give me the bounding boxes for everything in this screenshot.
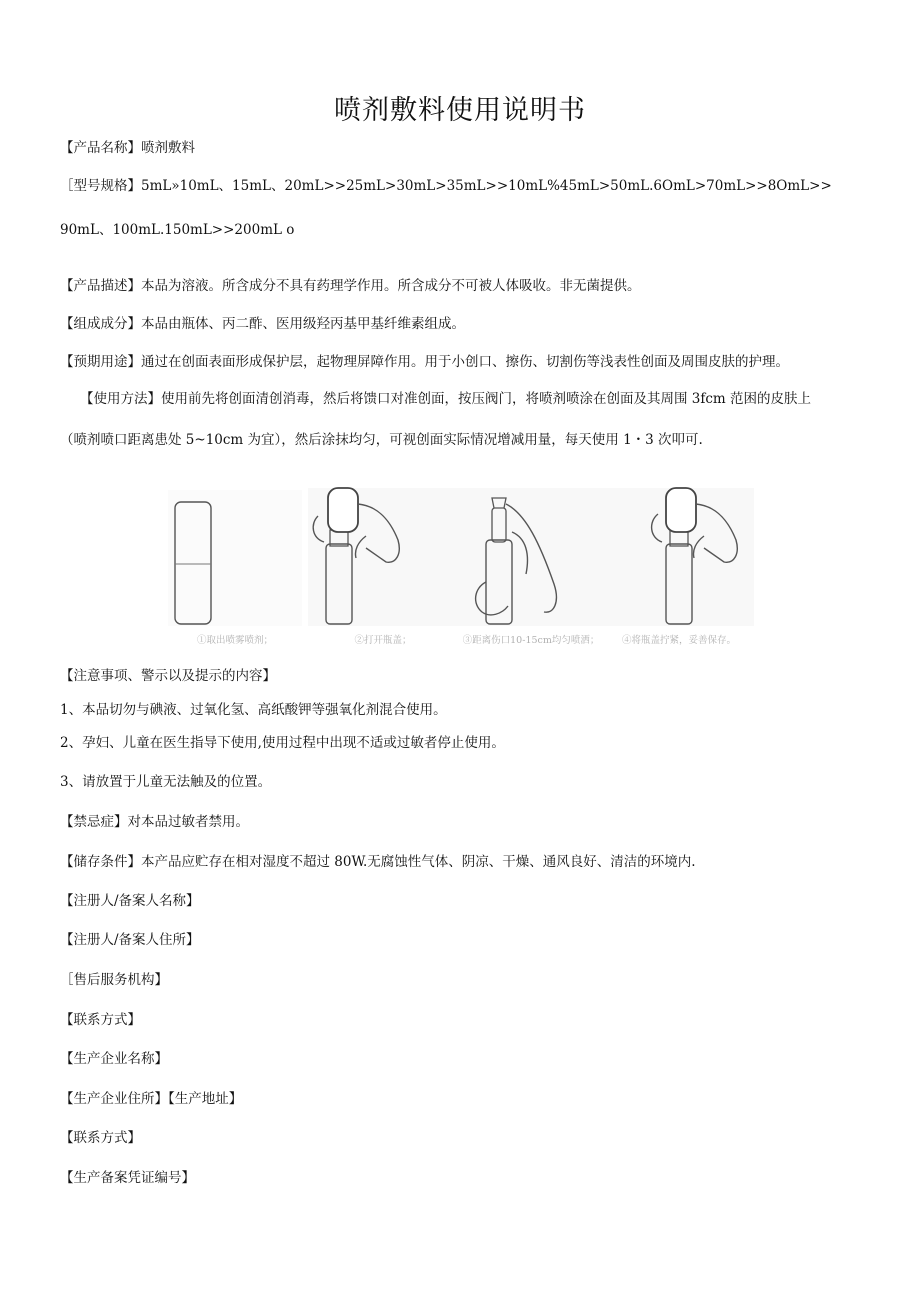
warning-item-2: 2、孕妇、儿童在医生指导下使用,使用过程中出现不适或过敏者停止使用。 (60, 735, 505, 751)
contact-info-1: 【联系方式】 (60, 1012, 141, 1028)
model-spec-line-2: 90mL、100mL.150mL>>200mL o (60, 222, 295, 238)
product-name: 【产品名称】喷剂敷料 (60, 140, 195, 156)
warning-item-3: 3、请放置于儿童无法触及的位置。 (60, 774, 272, 790)
after-sales-service: ［售后服务机构】 (60, 972, 168, 988)
contact-info-2: 【联系方式】 (60, 1130, 141, 1146)
contraindications: 【禁忌症】对本品过敏者禁用。 (60, 814, 249, 830)
open-cap-icon (308, 484, 458, 629)
step-1-caption: ①取出喷雾喷剂； (196, 635, 273, 646)
warning-item-1: 1、本品切勿与碘液、过氧化氢、高纸酸钾等强氧化剂混合使用。 (60, 702, 447, 718)
manufacturer-name: 【生产企业名称】 (60, 1051, 168, 1067)
document-title: 喷剂敷料使用说明书 (334, 95, 586, 126)
storage-conditions: 【储存条件】本产品应贮存在相对湿度不超过 80W.无腐蚀性气体、阴凉、干燥、通风良好、清洁的环境内. (60, 854, 696, 870)
usage-method-line-2: （喷剂喷口距离患处 5~10cm 为宜），然后涂抹均匀，可视创面实际情况增减用量，每天使用 1・3 次叩可. (60, 432, 703, 448)
step-4-panel (604, 484, 754, 652)
usage-method-line-1: 【使用方法】使用前先将创面清创消毒，然后将馈口对准创面，按压阀门，将喷剂喷涂在创面及其周围 3fcm 范困的皮肤上 (80, 391, 812, 407)
closed-bottle-icon (160, 484, 310, 629)
warnings-heading: 【注意事项、警示以及提示的内容】 (60, 668, 276, 684)
filing-certificate-number: 【生产备案凭证编号】 (60, 1170, 195, 1186)
intended-use: 【预期用途】通过在创面表面形成保护层，起物理屏障作用。用于小创口、擦伤、切割伤等浅表性创面及周围皮肤的护理。 (60, 354, 789, 370)
close-cap-icon (604, 484, 754, 629)
model-spec-line-1: ［型号规格】5mL»10mL、15mL、20mL>>25mL>30mL>35mL>>10mL%45mL>50mL.6OmL>70mL>>8OmL>> (60, 178, 832, 194)
product-description: 【产品描述】本品为溶液。所含成分不具有药理学作用。所含成分不可被人体吸收。非无菌提供。 (60, 278, 641, 294)
step-1-panel (160, 484, 310, 652)
step-2-caption: ②打开瓶盖； (354, 635, 412, 646)
step-2-panel (308, 484, 458, 652)
manufacturer-address: 【生产企业住所】【生产地址】 (60, 1091, 243, 1107)
step-4-caption: ④将瓶盖拧紧，妥善保存。 (621, 635, 736, 646)
registrant-name: 【注册人/备案人名称】 (60, 893, 200, 909)
step-3-panel (456, 484, 606, 652)
usage-illustration (160, 484, 765, 652)
spray-hand-icon (456, 484, 606, 629)
registrant-address: 【注册人/备案人住所】 (60, 932, 200, 948)
composition: 【组成成分】本品由瓶体、丙二酢、医用级羟丙基甲基纤维素组成。 (60, 316, 465, 332)
step-3-caption: ③距离伤口10-15cm均匀喷洒； (462, 635, 600, 646)
